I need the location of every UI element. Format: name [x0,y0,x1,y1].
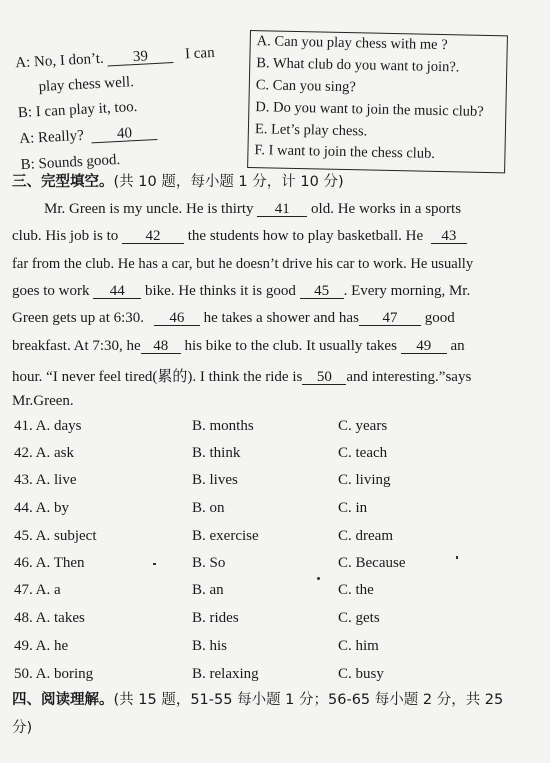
choice-b: B. So [192,555,226,571]
passage-text: and interesting.”says [346,369,472,385]
choices-table [0,418,550,690]
passage-line-3: far from the club. He has a car, but he doesn’t drive his car to work. He usually [12,256,474,272]
passage-line-5 [12,310,455,327]
choice-c: C. Because [338,555,406,571]
passage-text: his bike to the club. It usually takes [184,338,397,354]
answer-blank-43: 43 [431,229,467,244]
answer-blank-49: 49 [401,339,447,354]
choice-b: B. on [192,500,225,516]
answer-blank-42: 42 [122,229,184,244]
choice-c: C. years [338,418,388,434]
passage-line-7 [12,365,471,386]
scan-speck [153,563,156,565]
section-3-title: 三、完型填空。 [12,174,114,190]
section-3-note: (共 10 题，每小题 1 分，计 10 分) [113,174,344,190]
choice-a: 45. A. subject [14,528,97,544]
choice-b: B. an [192,582,224,598]
dialogue-line-2: play chess well. [38,74,135,96]
answer-blank-45: 45 [300,284,344,299]
choice-a: 46. A. Then [14,555,85,571]
choice-c: C. busy [338,666,384,682]
option-a: A. Can you play chess with me ? [256,33,448,54]
choice-c: C. in [338,500,368,516]
answer-blank-47: 47 [359,311,421,326]
option-b: B. What club do you want to join?. [256,55,460,76]
choice-a: 43. A. live [14,472,77,488]
choice-a: 41. A. days [14,418,82,434]
option-c: C. Can you sing? [255,77,356,96]
choice-b: B. months [192,418,254,434]
passage-text: club. His job is to [12,228,119,244]
choice-c: C. living [338,472,391,488]
scan-speck [317,577,320,580]
dialogue-line-5: B: Sounds good. [20,151,121,174]
scan-speck [456,556,458,559]
answer-blank-48: 48 [141,339,181,354]
passage-line-8: Mr.Green. [12,393,74,409]
choice-c: C. dream [338,528,393,544]
passage-line-4 [12,283,470,300]
section-4-heading-cont [12,716,32,737]
choice-b: B. relaxing [192,666,259,682]
choice-b: B. his [192,638,228,654]
choice-a: 48. A. takes [14,610,85,626]
passage-line-1 [44,201,461,218]
passage-text: hour. “I never feel tired(累的). I think the ride is [12,369,303,385]
choice-b: B. exercise [192,528,259,544]
answer-blank-46: 46 [154,311,200,326]
passage-text: . Every morning, Mr. [343,283,471,299]
dialogue-text: A: Really? [18,127,85,148]
answer-blank-44: 44 [93,284,141,299]
passage-text: breakfast. At 7:30, he [12,338,141,354]
dialogue-text: I can [184,44,216,63]
answer-blank-39: 39 [107,48,174,66]
option-e: E. Let’s play chess. [254,121,368,140]
option-d: D. Do you want to join the music club? [255,99,484,120]
choice-a: 49. A. he [14,638,69,654]
choice-c: C. him [338,638,379,654]
option-f: F. I want to join the chess club. [254,142,436,162]
passage-text: an [450,338,465,354]
passage-line-2 [12,228,467,245]
passage-line-6 [12,338,465,355]
choice-b: B. think [192,445,241,461]
passage-text: the students how to play basketball. He [187,228,424,244]
answer-blank-50: 50 [302,370,346,385]
passage-text: goes to work [12,283,90,299]
choice-c: C. the [338,582,374,598]
answer-blank-41: 41 [257,202,307,217]
choice-b: B. lives [192,472,238,488]
answer-blank-40: 40 [91,125,158,143]
choice-b: B. rides [192,610,239,626]
section-4-title: 四、阅读理解。 [12,692,114,708]
section-4-note-cont: 分) [12,720,33,736]
dialogue-text: A: No, I don’t. [14,50,105,72]
section-4-heading [12,688,503,709]
section-4-note: (共 15 题，51-55 每小题 1 分；56-65 每小题 2 分，共 25 [113,692,504,708]
choice-c: C. gets [338,610,380,626]
passage-text: good [424,310,455,326]
passage-text: old. He works in a sports [311,201,462,217]
choice-a: 44. A. by [14,500,70,516]
passage-text: bike. He thinks it is good [145,283,296,299]
dialogue-line-3: B: I can play it, too. [17,98,138,122]
choice-c: C. teach [338,445,388,461]
choice-a: 50. A. boring [14,666,94,682]
passage-text: he takes a shower and has [203,310,359,326]
passage-text: Green gets up at 6:30. [12,310,145,326]
choice-a: 47. A. a [14,582,61,598]
passage-text: Mr. Green is my uncle. He is thirty [44,201,254,217]
choice-a: 42. A. ask [14,445,74,461]
